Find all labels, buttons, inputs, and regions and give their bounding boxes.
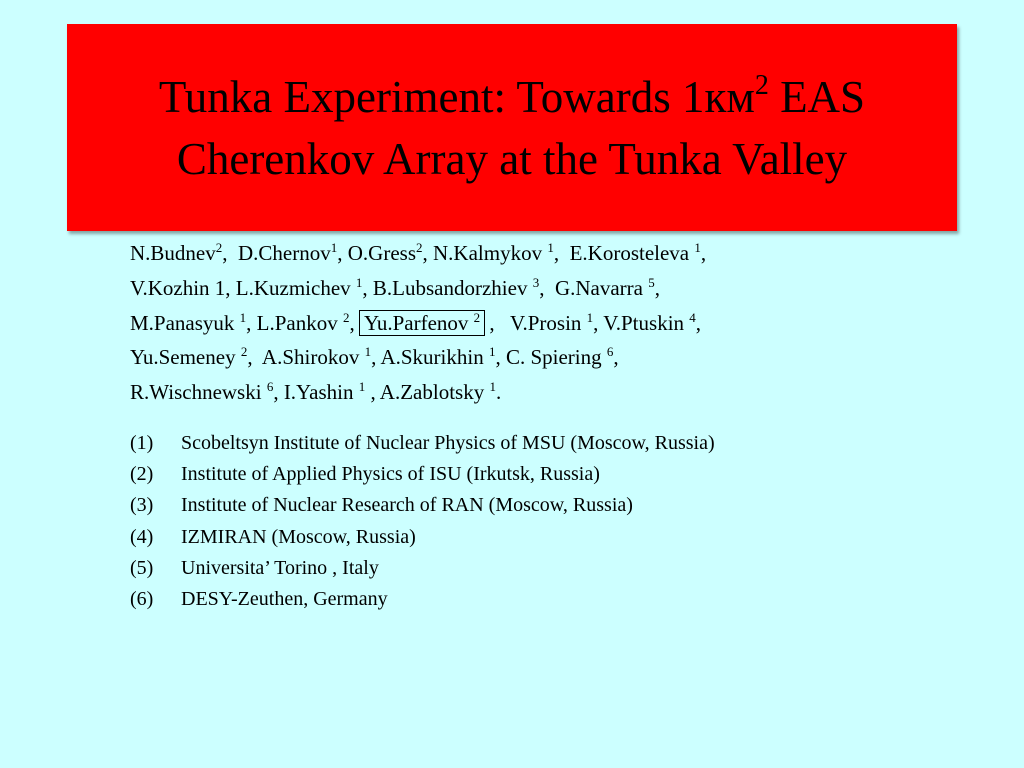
author-separator: , [539, 275, 555, 300]
author-affiliation-sup: 5 [648, 274, 655, 290]
author-separator: , [695, 310, 707, 335]
author-name-box [130, 380, 273, 404]
author-separator: , [222, 241, 238, 265]
author-entry [262, 345, 381, 369]
affiliation-item [130, 428, 990, 459]
author-separator: , [362, 275, 373, 300]
author-separator: , [553, 241, 570, 265]
author-entry [570, 241, 712, 265]
affiliation-text: Institute of Applied Physics of ISU (Irkutsk, Russia) [181, 463, 600, 486]
author-name-box [380, 380, 496, 404]
affiliation-text: DESY-Zeuthen, Germany [181, 588, 388, 611]
affiliation-item [130, 522, 990, 553]
author-separator: , [371, 345, 381, 370]
author-name-box [130, 311, 246, 335]
author-entry [603, 311, 706, 335]
author-separator: , [273, 380, 284, 405]
affiliation-item [130, 553, 990, 584]
author-separator: , [246, 310, 257, 335]
author-entry [348, 241, 433, 265]
author-entry [373, 276, 555, 300]
author-name: G.Navarra [554, 275, 649, 300]
author-name-box [284, 380, 365, 404]
author-name-box [555, 276, 655, 300]
author-affiliation-sup: 2 [473, 309, 481, 325]
author-affiliation-sup: 1 [358, 379, 366, 395]
author-name: B.Lubsandorzhiev [372, 275, 533, 300]
author-name-box [570, 241, 701, 265]
affiliation-number: (4) [130, 525, 154, 548]
author-separator: , [337, 241, 348, 265]
author-entry [238, 241, 348, 265]
affiliation-number: (2) [130, 463, 154, 486]
author-affiliation-sup: 4 [689, 309, 696, 325]
slide-title [159, 66, 865, 190]
author-entry [130, 311, 257, 335]
author-entry [380, 380, 501, 404]
affiliation-item [130, 459, 990, 490]
author-affiliation-sup: 1 [364, 344, 372, 360]
author-separator: , [654, 275, 666, 300]
author-separator: . [495, 380, 502, 405]
affiliation-item [130, 584, 990, 615]
author-name: Yu.Semeney [130, 345, 241, 370]
author-name-box [257, 311, 350, 335]
author-name-box [433, 241, 554, 265]
author-separator: , [422, 241, 433, 265]
title-superscript: 2 [754, 69, 769, 101]
author-entry [433, 241, 570, 265]
author-affiliation-sup: 1 [239, 309, 247, 325]
author-name: A.Zablotsky [379, 380, 490, 405]
affiliation-text: Universita’ Torino , Italy [181, 556, 379, 579]
title-line2-text: Cherenkov Array at the Tunka Valley [176, 133, 848, 184]
author-entry [555, 276, 665, 300]
author-name-box [262, 345, 371, 369]
author-name: A.Shirokov [261, 345, 365, 370]
title-line1-end: EAS [768, 71, 866, 122]
author-separator: , [700, 241, 712, 265]
author-entry [130, 241, 238, 265]
affiliation-text: Institute of Nuclear Research of RAN (Moscow, Russia) [181, 494, 633, 517]
author-separator: , [613, 345, 624, 370]
author-affiliation-sup: 1 [586, 309, 594, 325]
author-name: O.Gress [347, 241, 416, 265]
affiliation-number: (1) [130, 432, 154, 454]
author-list [130, 236, 990, 410]
affiliation-number: (5) [130, 556, 154, 579]
author-affiliation-sup: 2 [416, 240, 423, 255]
author-separator: , [247, 345, 262, 370]
author-entry [130, 345, 262, 369]
author-affiliation-sup: 3 [532, 274, 540, 290]
author-name-box [130, 345, 247, 369]
author-affiliation-sup: 1 [330, 240, 338, 255]
affiliation-number: (3) [130, 494, 154, 517]
author-name-box [348, 241, 423, 265]
author-entry [130, 276, 373, 300]
author-name: D.Chernov [238, 241, 331, 265]
title-line1-text: Tunka Experiment: Towards 1км [158, 71, 755, 122]
author-name: V.Ptuskin [603, 310, 690, 335]
author-entry [284, 380, 380, 404]
affiliation-item [130, 490, 990, 521]
author-name: V.Kozhin 1, L.Kuzmichev [130, 275, 356, 300]
author-entry [130, 380, 284, 404]
author-name: E.Korosteleva [569, 241, 695, 265]
author-name: C. Spiering [505, 345, 607, 370]
author-affiliation-sup: 6 [606, 344, 614, 360]
author-entry [257, 311, 360, 335]
author-separator: , [593, 310, 604, 335]
author-affiliation-sup: 1 [547, 240, 554, 255]
author-entry [380, 345, 506, 369]
title-banner [67, 24, 957, 231]
author-affiliation-sup: 1 [694, 240, 701, 255]
author-affiliation-sup: 1 [355, 274, 363, 290]
author-name-box [238, 241, 337, 265]
author-name-box [360, 311, 484, 335]
author-name-box [603, 311, 695, 335]
author-name-box [130, 276, 362, 300]
affiliation-number: (6) [130, 588, 154, 611]
author-name-box [373, 276, 539, 300]
author-name: M.Panasyuk [130, 310, 240, 335]
affiliation-list [130, 428, 990, 615]
author-separator: , [484, 310, 511, 335]
author-name-box [510, 311, 593, 335]
author-affiliation-sup: 2 [343, 309, 350, 325]
author-name: I.Yashin [283, 380, 359, 405]
affiliation-text: IZMIRAN (Moscow, Russia) [181, 525, 416, 548]
author-entry [506, 345, 624, 369]
author-affiliation-sup: 1 [489, 379, 496, 395]
author-name: N.Kalmykov [433, 241, 548, 265]
author-name: R.Wischnewski [130, 380, 267, 405]
author-name-box [130, 241, 222, 265]
author-name: N.Budnev [130, 241, 216, 265]
author-separator: , [365, 380, 380, 405]
author-affiliation-sup: 2 [240, 344, 248, 360]
author-affiliation-sup: 6 [266, 379, 274, 395]
author-name-box [380, 345, 495, 369]
author-name: L.Pankov [256, 310, 343, 335]
affiliation-text: Scobeltsyn Institute of Nuclear Physics of MSU (Moscow, Russia) [181, 432, 715, 454]
author-separator: , [495, 345, 506, 370]
author-affiliation-sup: 2 [215, 240, 223, 255]
author-entry [510, 311, 603, 335]
author-name: V.Prosin [510, 310, 587, 335]
author-name: A.Skurikhin [380, 345, 489, 370]
author-name-box [506, 345, 613, 369]
author-name: Yu.Parfenov [364, 310, 474, 335]
author-entry-highlighted [360, 311, 510, 335]
author-affiliation-sup: 1 [488, 344, 496, 360]
author-separator: , [349, 310, 360, 335]
